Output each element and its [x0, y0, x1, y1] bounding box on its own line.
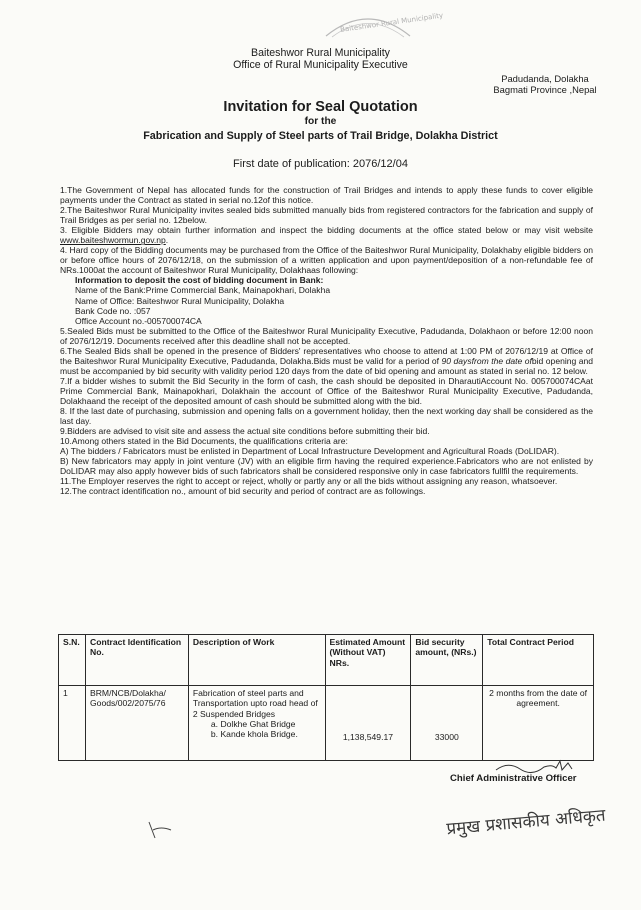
description-item-b: b. Kande khola Bridge.	[210, 729, 298, 740]
description-item-a: a. Dolkhe Ghat Bridge	[210, 718, 296, 729]
clause-12: 12.The contract identification no., amount of bid security and period of contract are as followings.	[60, 486, 426, 497]
cell-contract-period: 2 months from the date of agreement.	[483, 686, 594, 761]
stamp-text: प्रमुख प्रशासकीय अधिकृत	[445, 805, 607, 840]
office-name: Office of Rural Municipality Executive	[233, 59, 408, 71]
cell-bid-security	[411, 686, 483, 761]
clause-6-text: 6.The Sealed Bids shall be opened in the presence of Bidders' representatives who choose to attend at 1:00 PM of 2076/12/19 at Office of the Baiteshwor Rural Municipality Executive, Padudanda, Dolakha.Bids must be valid for a period of	[60, 345, 593, 366]
cell-contract-id: BRM/NCB/Dolakha/ Goods/002/2075/76	[85, 686, 188, 761]
description-text: Fabrication of steel parts and Transportation upto road head of 2 Suspended Bridges	[192, 688, 318, 719]
project-title: Fabrication and Supply of Steel parts of Trail Bridge, Dolakha District	[143, 130, 498, 142]
clause-7: 7.If a bidder wishes to submit the Bid Security in the form of cash, the cash should be deposited in DharautiAccount No. 005700074CAat Prime Commercial Bank, Mainapokhari, Dolakhain the account of Office of the Baiteshwor Rural Municipality Executive, Padudanda, Dolakhaand the receipt of the deposited amount of cash should be submitted along with the bid.	[60, 375, 593, 406]
office-name-line: Name of Office: Baiteshwor Rural Municipality, Dolakha	[75, 295, 285, 306]
address-line-2: Bagmati Province ,Nepal	[493, 84, 597, 95]
clause-5: 5.Sealed Bids must be submitted to the Office of the Baiteshwor Rural Municipality Executive, Padudanda, Dolakhaon or before 12:00 noon of 2076/12/19. Documents received after this deadline shall not be accepted.	[60, 325, 593, 346]
office-account: Office Account no.-005700074CA	[75, 315, 202, 326]
clause-1: 1.The Government of Nepal has allocated funds for the construction of Trail Bridges and intends to apply these funds to cover eligible payments under the Contract as stated in serial no.12of this notice.	[60, 185, 593, 206]
municipality-seal	[318, 6, 444, 42]
bid-security-value: 33000	[434, 732, 459, 742]
clause-3-end: .	[165, 235, 169, 246]
header-bid-security: Bid security amount, (NRs.)	[411, 635, 483, 686]
clause-10b: B) New fabricators may apply in joint venture (JV) with an eligible firm having the required experience.Fabricators who are not enlisted by DoLIDAR may also apply however bids of such fabricators shall be considered responsive only in case fabricators fullfil the requirements.	[60, 456, 593, 477]
clause-6-italic: 90 daysfrom the date of	[441, 355, 532, 366]
clause-6	[60, 346, 593, 376]
pen-mark	[145, 818, 175, 840]
clause-10a: A) The bidders / Fabricators must be enlisted in Department of Local Infrastructure Development and Agricultural Roads (DoLIDAR).	[60, 446, 560, 457]
clause-11: 11.The Employer reserves the right to accept or reject, wholly or partly any or all the bids without assigning any reason, whatsoever.	[60, 476, 558, 487]
cell-description	[188, 686, 325, 761]
document-title: Invitation for Seal Quotation	[223, 99, 418, 115]
header-sn: S.N.	[59, 635, 86, 686]
header-contract-period: Total Contract Period	[483, 635, 594, 686]
bank-code: Bank Code no. :057	[75, 305, 151, 316]
municipality-name: Baiteshwor Rural Municipality	[251, 47, 390, 59]
official-stamp	[440, 802, 607, 840]
header-estimated-amount: Estimated Amount (Without VAT) NRs.	[325, 635, 411, 686]
address-line-1: Padudanda, Dolakha	[501, 73, 589, 84]
website-link[interactable]: www.baiteshwormun.gov.np	[60, 235, 166, 246]
table-header-row	[59, 635, 594, 686]
notice-body	[60, 185, 593, 496]
signatory-designation: Chief Administrative Officer	[450, 773, 577, 784]
header-description: Description of Work	[188, 635, 325, 686]
publication-date: First date of publication: 2076/12/04	[233, 158, 408, 170]
handwritten-signature	[490, 758, 580, 774]
clause-6-end: bid opening and must be accompanied by bid security with validity period 120 days from the date of bid opening and amount as stated in serial no. 12 below.	[60, 355, 594, 376]
contract-table	[58, 634, 594, 761]
clause-3	[60, 225, 593, 245]
clause-2: 2.The Baiteshwor Rural Municipality invites sealed bids submitted manually bids from registered contractors for the fabrication and supply of Trail Bridges as per serial no. 12below.	[60, 205, 593, 226]
clause-4: 4. Hard copy of the Bidding documents may be purchased from the Office of the Baiteshwor Rural Municipality, Dolakhaby eligible bidders on or before office hours of 2076/12/18, on the submission of a written application and upon payment/deposition of a non-refundable fee of NRs.1000at the account of Baiteshwor Rural Municipality, Dolakhaas following:	[60, 245, 593, 276]
title-for: for the	[304, 116, 337, 127]
clause-8: 8. If the last date of purchasing, submission and opening falls on a government holiday, then the next working day shall be considered as the last day.	[60, 406, 593, 427]
header-contract-id: Contract Identification No.	[85, 635, 188, 686]
cell-sn: 1	[59, 686, 86, 761]
table-row	[59, 686, 594, 761]
clause-10: 10.Among others stated in the Bid Documents, the qualifications criteria are:	[60, 436, 348, 447]
bank-name: Name of the Bank:Prime Commercial Bank, Mainapokhari, Dolakha	[75, 285, 331, 296]
seal-text: Baiteshwor Rural Municipality	[339, 11, 444, 34]
estimated-amount-value: 1,138,549.17	[342, 732, 394, 742]
clause-9: 9.Bidders are advised to visit site and assess the actual site conditions before submitting their bid.	[60, 426, 430, 437]
clause-3-text: 3. Eligible Bidders may obtain further information and inspect the bidding documents at the office stated below or may visit website	[60, 225, 593, 236]
cell-estimated-amount	[325, 686, 411, 761]
bank-info-heading: Information to deposit the cost of bidding document in Bank:	[75, 275, 324, 286]
